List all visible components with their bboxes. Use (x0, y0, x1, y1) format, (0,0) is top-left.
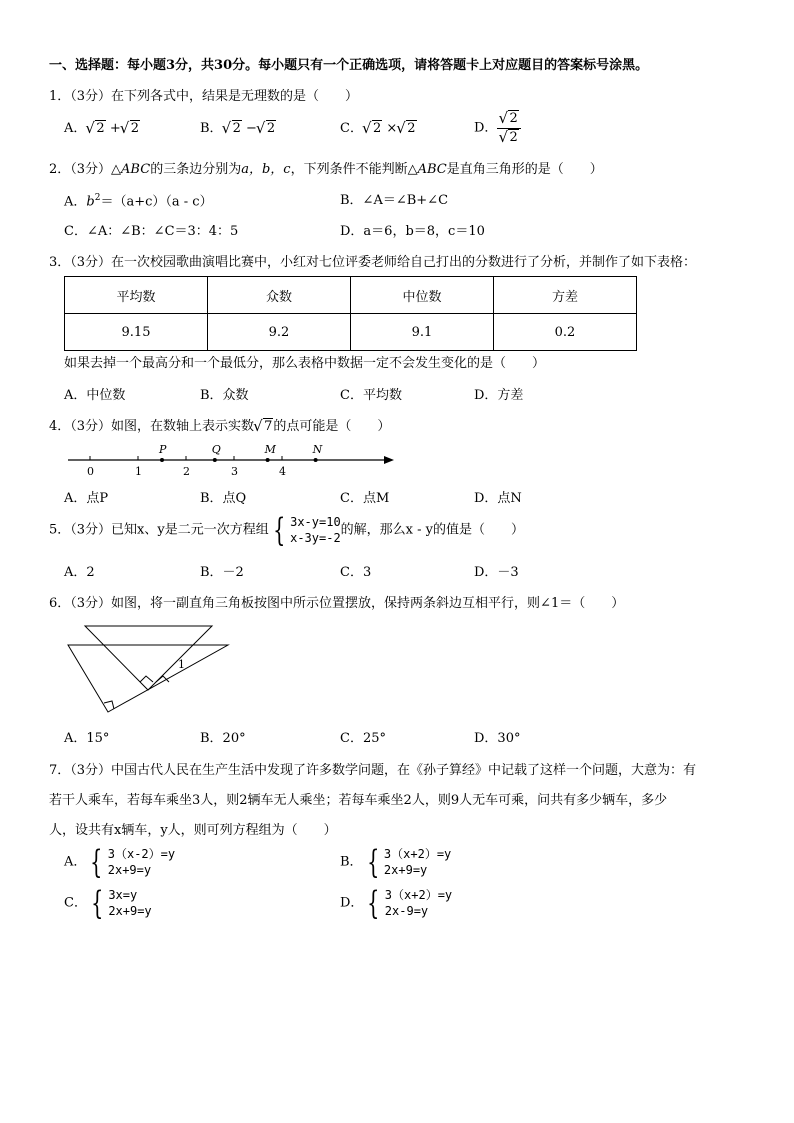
table-cell: 9.15 (65, 314, 208, 351)
question-5: 5．（3分）已知x、y是二元一次方程组 { 3x-y=10 x-3y=-2 的解，那么x - y的值是（ ） (49, 511, 525, 550)
q5-option-d[interactable]: D．－3 (474, 565, 519, 580)
q4-option-a[interactable]: A．点P (64, 491, 109, 506)
q4-option-d[interactable]: D．点N (474, 491, 522, 506)
question-1: 1．（3分）在下列各式中，结果是无理数的是（ ） (49, 89, 359, 104)
table-header: 平均数 (65, 277, 208, 314)
table-cell: 0.2 (494, 314, 637, 351)
point-m (266, 458, 270, 462)
question-7-line-2: 若干人乘车，若每车乘坐3人，则2辆车无人乘坐；若每车乘坐2人，则9人无车可乘，问共有多少辆车，多少 (49, 793, 668, 808)
q4-option-b[interactable]: B．点Q (200, 491, 247, 506)
axis-arrow-icon (384, 456, 394, 464)
q3-option-d[interactable]: D．方差 (474, 388, 524, 403)
table-header: 中位数 (351, 277, 494, 314)
q7-option-b[interactable]: B． { 3（x+2）=y 2x+9=y (340, 843, 452, 882)
q5-option-b[interactable]: B．－2 (200, 565, 244, 580)
section-header: 一、选择题：每小题3分，共30分。每小题只有一个正确选项，请将答题卡上对应题目的答案标号涂黑。 (49, 58, 649, 73)
table-header: 方差 (494, 277, 637, 314)
point-label: P (159, 443, 167, 456)
point-label: M (264, 443, 276, 456)
q3-followup: 如果去掉一个最高分和一个最低分，那么表格中数据一定不会发生变化的是（ ） (64, 356, 546, 371)
q7-option-a[interactable]: A． { 3（x-2）=y 2x+9=y (64, 843, 176, 882)
table-row (65, 277, 637, 314)
q1-option-c[interactable]: C．√ 2 ×√ 2 (340, 121, 417, 137)
question-6: 6．（3分）如图，将一副直角三角板按图中所示位置摆放，保持两条斜边互相平行，则∠1＝（ ） (49, 596, 625, 611)
table-cell: 9.1 (351, 314, 494, 351)
triangle-figure (60, 620, 240, 720)
q1-option-a[interactable]: A．√ 2 +√ 2 (64, 121, 140, 137)
equation-system: { 3x-y=10 x-3y=-2 (272, 511, 341, 550)
q7-option-c[interactable]: C． { 3x=y 2x+9=y (64, 884, 152, 923)
tick-label: 2 (183, 465, 190, 478)
q1-option-d[interactable]: D． √ 2 √ 2 (474, 111, 521, 145)
tick-label: 3 (231, 465, 238, 478)
q6-option-c[interactable]: C．25° (340, 731, 386, 746)
q2-option-d[interactable]: D．a＝6，b＝8，c＝10 (340, 224, 485, 239)
q2-option-c[interactable]: C．∠A：∠B：∠C＝3：4：5 (64, 224, 239, 239)
right-angle-mark (140, 676, 153, 682)
q3-option-c[interactable]: C．平均数 (340, 388, 402, 403)
q3-option-a[interactable]: A．中位数 (64, 388, 126, 403)
tick-label: 0 (87, 465, 94, 478)
point-label: N (312, 443, 323, 456)
question-7-line-3: 人，设共有x辆车，y人，则可列方程组为（ ） (49, 823, 337, 838)
q5-option-a[interactable]: A．2 (64, 565, 95, 580)
q2-option-b[interactable]: B．∠A＝∠B+∠C (340, 193, 449, 208)
q1-option-b[interactable]: B．√ 2 −√ 2 (200, 121, 276, 137)
point-n (314, 458, 318, 462)
stats-table (64, 276, 637, 351)
q5-option-c[interactable]: C．3 (340, 565, 372, 580)
tick-label: 1 (135, 465, 142, 478)
point-p (160, 458, 164, 462)
question-3: 3．（3分）在一次校园歌曲演唱比赛中，小红对七位评委老师给自己打出的分数进行了分析，并制作了如下表格： (49, 255, 697, 270)
number-line-figure (60, 440, 405, 482)
point-label: Q (211, 443, 221, 456)
point-q (213, 458, 217, 462)
q4-option-c[interactable]: C．点M (340, 491, 390, 506)
q6-option-b[interactable]: B．20° (200, 731, 246, 746)
question-7: 7．（3分）中国古代人民在生产生活中发现了许多数学问题，在《孙子算经》中记载了这样一个问题，大意为：有 (49, 763, 697, 778)
q7-option-d[interactable]: D． { 3（x+2）=y 2x-9=y (340, 884, 453, 923)
upper-triangle (85, 626, 212, 690)
q2-option-a[interactable]: A．$b^2=(a+c)(a - c)$ (64, 193, 213, 210)
q6-option-d[interactable]: D．30° (474, 731, 521, 746)
angle-label: 1 (178, 658, 185, 671)
q3-option-b[interactable]: B．众数 (200, 388, 249, 403)
table-row (65, 314, 637, 351)
table-cell: 9.2 (208, 314, 351, 351)
question-4: 4．（3分）如图，在数轴上表示实数√ 7的点可能是（ ） (49, 419, 390, 435)
q6-option-a[interactable]: A．15° (64, 731, 110, 746)
lower-triangle (68, 645, 228, 712)
question-2: 2．（3分）△ABC的三条边分别为a，b，c，下列条件不能判断△ABC是直角三角形的是（ ） (49, 162, 603, 177)
tick-label: 4 (279, 465, 286, 478)
table-header: 众数 (208, 277, 351, 314)
